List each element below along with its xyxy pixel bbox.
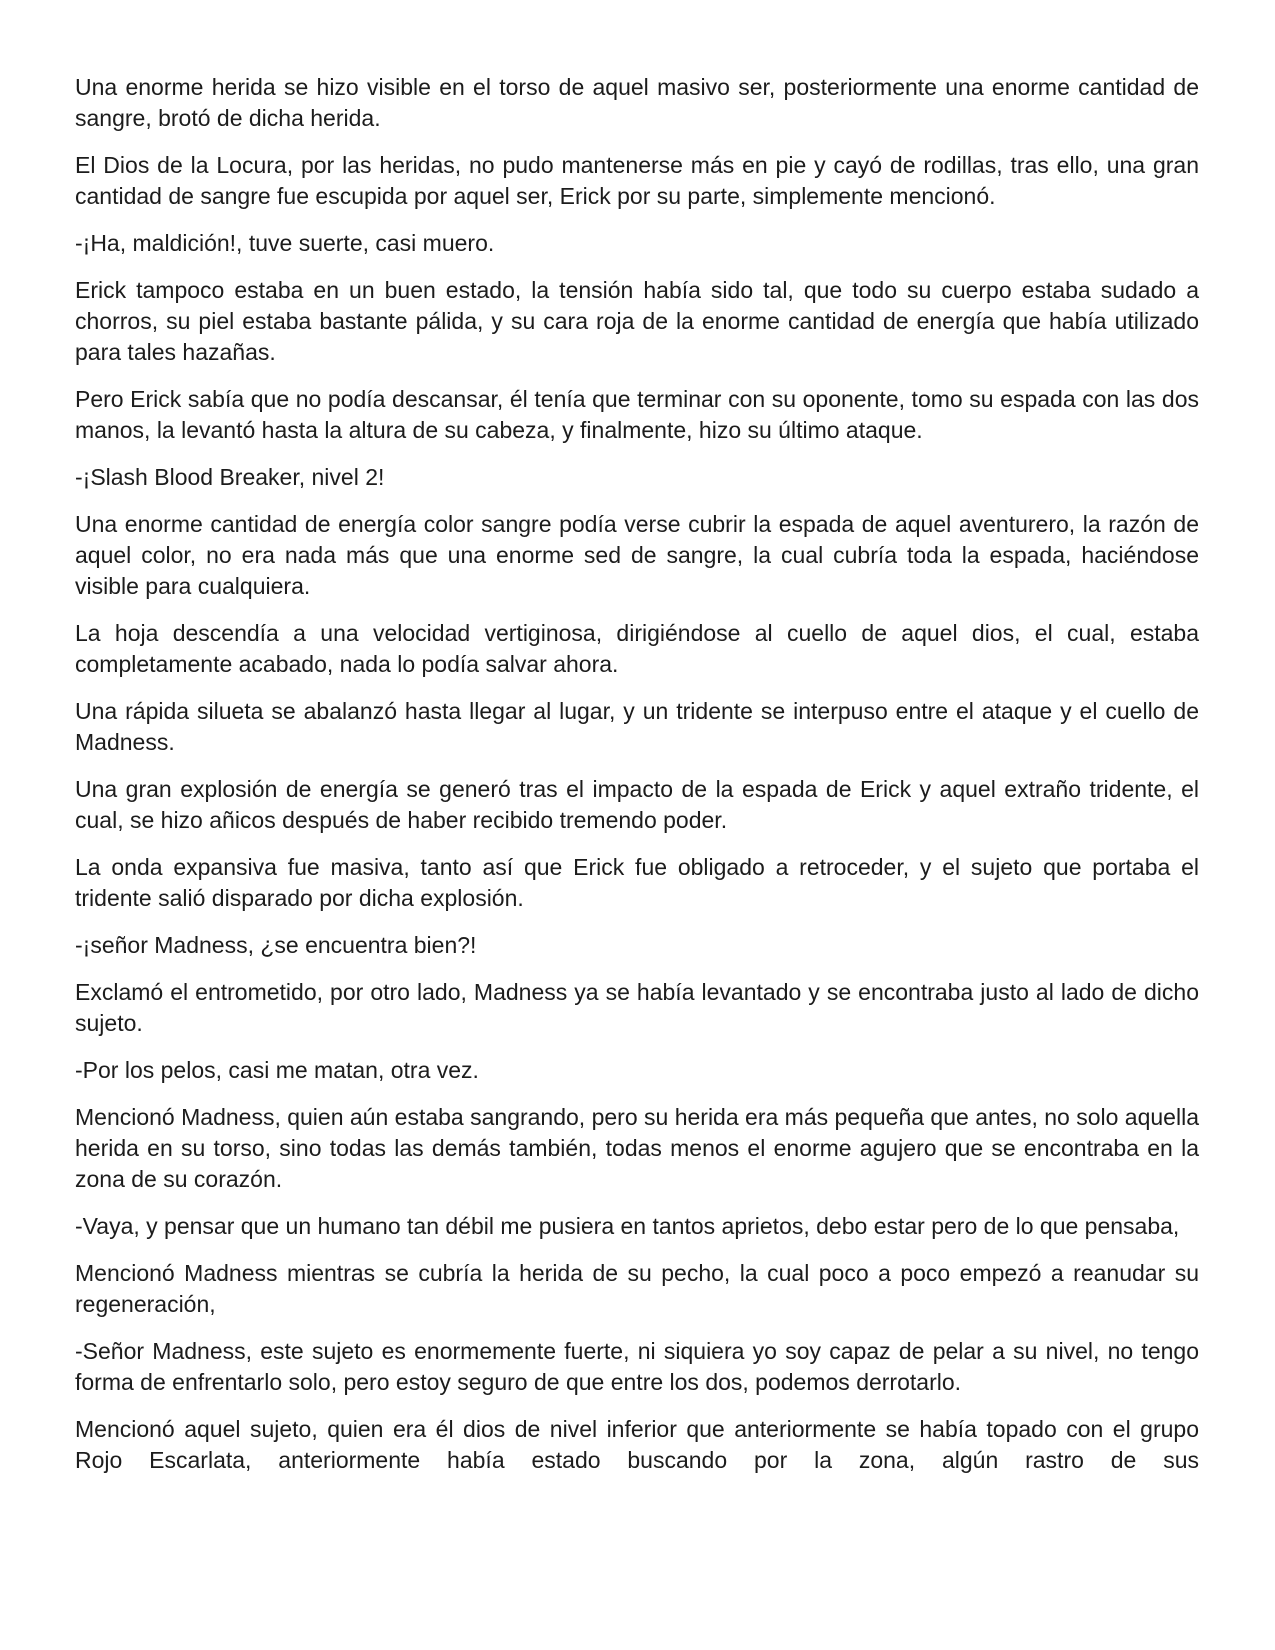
paragraph: La hoja descendía a una velocidad vertiginosa, dirigiéndose al cuello de aquel dios, el cual, estaba completamente acabado, nada lo podía salvar ahora. [75, 620, 1199, 677]
paragraph: Una gran explosión de energía se generó tras el impacto de la espada de Erick y aquel extraño tridente, el cual, se hizo añicos después de haber recibido tremendo poder. [75, 776, 1199, 833]
paragraph: Pero Erick sabía que no podía descansar, él tenía que terminar con su oponente, tomo su espada con las dos manos, la levantó hasta la altura de su cabeza, y finalmente, hizo su último ataque. [75, 386, 1199, 443]
paragraph: Una enorme herida se hizo visible en el torso de aquel masivo ser, posteriormente una enorme cantidad de sangre, brotó de dicha herida. [75, 74, 1199, 131]
paragraph: Erick tampoco estaba en un buen estado, la tensión había sido tal, que todo su cuerpo estaba sudado a chorros, su piel estaba bastante pálida, y su cara roja de la enorme cantidad de energía que había utilizado para tales hazañas. [75, 277, 1199, 365]
paragraph: Una enorme cantidad de energía color sangre podía verse cubrir la espada de aquel aventurero, la razón de aquel color, no era nada más que una enorme sed de sangre, la cual cubría toda la espada, haciéndose visible para cualquiera. [75, 511, 1199, 599]
paragraph: Una rápida silueta se abalanzó hasta llegar al lugar, y un tridente se interpuso entre el ataque y el cuello de Madness. [75, 698, 1199, 755]
document-page [75, 72, 1199, 1492]
dialogue-line: -¡señor Madness, ¿se encuentra bien?! [75, 932, 477, 958]
dialogue-line: -Por los pelos, casi me matan, otra vez. [75, 1057, 479, 1083]
paragraph: El Dios de la Locura, por las heridas, no pudo mantenerse más en pie y cayó de rodillas, tras ello, una gran cantidad de sangre fue escupida por aquel ser, Erick por su parte, simplemente mencionó. [75, 152, 1199, 209]
dialogue-line: -¡Slash Blood Breaker, nivel 2! [75, 464, 385, 490]
paragraph: Mencionó Madness, quien aún estaba sangrando, pero su herida era más pequeña que antes, no solo aquella herida en su torso, sino todas las demás también, todas menos el enorme agujero que se encontraba en la zona de su corazón. [75, 1104, 1199, 1192]
paragraph: La onda expansiva fue masiva, tanto así que Erick fue obligado a retroceder, y el sujeto que portaba el tridente salió disparado por dicha explosión. [75, 854, 1199, 911]
dialogue-line: -Señor Madness, este sujeto es enormemente fuerte, ni siquiera yo soy capaz de pelar a su nivel, no tengo forma de enfrentarlo solo, pero estoy seguro de que entre los dos, podemos derrotarlo. [75, 1338, 1199, 1395]
dialogue-line: -¡Ha, maldición!, tuve suerte, casi muero. [75, 230, 495, 256]
paragraph: Mencionó Madness mientras se cubría la herida de su pecho, la cual poco a poco empezó a reanudar su regeneración, [75, 1260, 1199, 1317]
dialogue-line: -Vaya, y pensar que un humano tan débil me pusiera en tantos aprietos, debo estar pero de lo que pensaba, [75, 1213, 1180, 1239]
paragraph-continues: Mencionó aquel sujeto, quien era él dios de nivel inferior que anteriormente se había topado con el grupo Rojo Escarlata, anteriormente había estado buscando por la zona, algún rastro de sus [75, 1416, 1199, 1473]
paragraph: Exclamó el entrometido, por otro lado, Madness ya se había levantado y se encontraba justo al lado de dicho sujeto. [75, 979, 1199, 1036]
